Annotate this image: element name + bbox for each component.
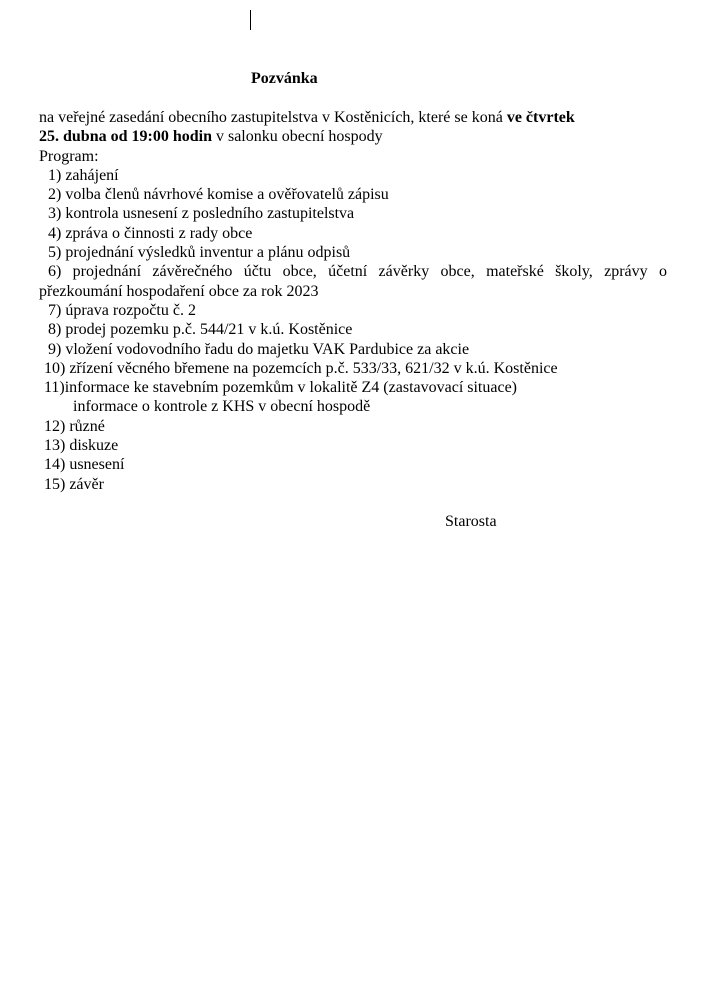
- intro-venue: v salonku obecní hospody: [211, 128, 383, 146]
- program-item-continuation: přezkoumání hospodaření obce za rok 2023: [39, 282, 319, 300]
- signature: Starosta: [445, 513, 497, 530]
- program-item: 3) kontrola usnesení z posledního zastupitelstva: [48, 205, 355, 223]
- intro-day: ve čtvrtek: [506, 109, 575, 126]
- program-item: 12) různé: [44, 417, 105, 435]
- program-item: 10) zřízení věcného břemene na pozemcích p.č. 533/33, 621/32 v k.ú. Kostěnice: [44, 359, 558, 377]
- text-cursor: [250, 10, 251, 30]
- program-item-continuation: informace o kontrole z KHS v obecní hospodě: [73, 398, 371, 416]
- intro-line-1: [39, 108, 667, 127]
- program-item: 13) diskuze: [44, 437, 119, 455]
- program-item: 14) usnesení: [44, 456, 125, 474]
- program-item: 15) závěr: [44, 475, 104, 493]
- program-item: 11)informace ke stavebním pozemkům v lokalitě Z4 (zastavovací situace): [44, 379, 518, 397]
- program-label: Program:: [39, 147, 99, 165]
- program-item: 6) projednání závěrečného účtu obce, účetní závěrky obce, mateřské školy, zprávy o: [48, 263, 667, 281]
- program-item: 4) zpráva o činnosti z rady obce: [48, 224, 253, 242]
- program-item: 8) prodej pozemku p.č. 544/21 v k.ú. Kostěnice: [48, 321, 353, 339]
- intro-line-2: [39, 127, 667, 146]
- program-item: 1) zahájení: [48, 166, 119, 184]
- intro-date-time: 25. dubna od 19:00 hodin: [39, 128, 212, 146]
- program-item: 9) vložení vodovodního řadu do majetku VAK Pardubice za akcie: [48, 340, 470, 358]
- program-item: 2) volba členů návrhové komise a ověřovatelů zápisu: [48, 186, 389, 204]
- program-item: 7) úprava rozpočtu č. 2: [48, 301, 196, 319]
- document-title: Pozvánka: [251, 70, 318, 87]
- program-item: 5) projednání výsledků inventur a plánu odpisů: [48, 244, 351, 262]
- intro-text: na veřejné zasedání obecního zastupitelstva v Kostěnicích, které se koná: [39, 109, 507, 126]
- document-body: [39, 108, 667, 494]
